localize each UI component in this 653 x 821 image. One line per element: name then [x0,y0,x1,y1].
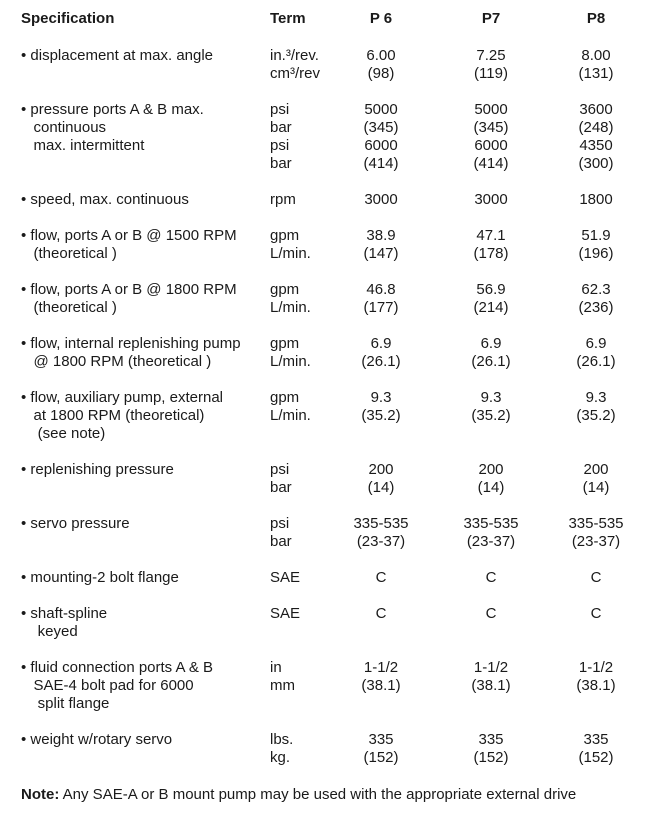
cell-p8: 51.9 [581,227,611,244]
cell-spec: continuous [21,119,107,136]
cell-p6: 46.8 [366,281,396,298]
cell-spec: keyed [21,623,78,640]
cell-term: kg. [270,749,291,766]
cell-term: gpm [270,389,300,406]
cell-p6: 200 [368,461,394,478]
cell-p8: (131) [578,65,614,82]
cell-p8: (26.1) [576,353,616,370]
cell-p8: 3600 [579,101,613,118]
cell-p6: 1-1/2 [363,659,399,676]
cell-p7: 3000 [474,191,508,208]
cell-p8: 9.3 [585,389,607,406]
cell-p8: 1800 [579,191,613,208]
cell-p7: (35.2) [471,407,511,424]
cell-spec: • weight w/rotary servo [21,731,173,748]
cell-p6: 9.3 [370,389,392,406]
cell-p7: (119) [474,65,508,82]
cell-term: SAE [270,569,301,586]
cell-p7: 9.3 [480,389,502,406]
cell-p6: (345) [363,119,399,136]
cell-term: lbs. [270,731,294,748]
cell-p8: (236) [578,299,614,316]
cell-term: L/min. [270,245,311,262]
cell-p8: (300) [578,155,614,172]
footnote-text: Any SAE-A or B mount pump may be used with the appropriate external drive [59,786,577,803]
cell-term: mm [270,677,295,694]
cell-spec: • flow, ports A or B @ 1500 RPM [21,227,237,244]
cell-p6: (35.2) [361,407,401,424]
cell-p7: 1-1/2 [473,659,509,676]
cell-p7: 7.25 [476,47,506,64]
cell-p8: 335-535 [568,515,624,532]
cell-p6: (177) [363,299,399,316]
cell-p7: (345) [473,119,509,136]
cell-p7: 335-535 [463,515,519,532]
cell-spec: • fluid connection ports A & B [21,659,214,676]
cell-p6: 3000 [364,191,398,208]
cell-term: gpm [270,335,300,352]
cell-term: bar [270,533,292,550]
cell-spec: • mounting-2 bolt flange [21,569,179,586]
cell-term: rpm [270,191,296,208]
cell-p7: 6.9 [480,335,502,352]
cell-p7: 335 [478,731,504,748]
cell-term: in [270,659,282,676]
cell-p6: 6.00 [366,47,396,64]
cell-p7: (414) [473,155,509,172]
cell-p7: 200 [478,461,504,478]
cell-p6: (26.1) [361,353,401,370]
cell-p8: (14) [582,479,610,496]
cell-spec: • flow, internal replenishing pump [21,335,241,352]
cell-spec: (theoretical ) [21,245,117,262]
cell-spec: max. intermittent [21,137,145,154]
cell-p8: 4350 [579,137,613,154]
cell-spec: split flange [21,695,110,712]
cell-term: L/min. [270,407,311,424]
cell-p7: 6000 [474,137,508,154]
cell-p8: 335 [583,731,609,748]
cell-spec: • displacement at max. angle [21,47,214,64]
cell-term: psi [270,137,290,154]
cell-p8: (35.2) [576,407,616,424]
cell-p7: C [485,569,497,586]
cell-p6: (23-37) [356,533,406,550]
cell-p7: (23-37) [466,533,516,550]
cell-p6: C [375,605,387,622]
cell-term: psi [270,101,290,118]
cell-p8: (23-37) [571,533,621,550]
header-term: Term [270,10,306,27]
cell-p7: 5000 [474,101,508,118]
cell-p8: (152) [578,749,614,766]
cell-term: L/min. [270,353,311,370]
cell-p6: 6.9 [370,335,392,352]
cell-p6: (38.1) [361,677,401,694]
cell-spec: • flow, auxiliary pump, external [21,389,224,406]
cell-p6: 5000 [364,101,398,118]
cell-p8: C [590,605,602,622]
cell-p7: (26.1) [471,353,511,370]
cell-p6: (152) [363,749,399,766]
cell-spec: • pressure ports A & B max. [21,101,204,118]
cell-p6: 335 [368,731,394,748]
cell-term: gpm [270,227,300,244]
cell-p7: (178) [473,245,509,262]
cell-spec: at 1800 RPM (theoretical) [21,407,205,424]
cell-p8: (196) [578,245,614,262]
cell-term: in.³/rev. [270,47,319,64]
cell-term: psi [270,461,290,478]
cell-spec: • speed, max. continuous [21,191,189,208]
cell-term: bar [270,119,292,136]
cell-term: L/min. [270,299,311,316]
cell-term: bar [270,155,292,172]
cell-term: bar [270,479,292,496]
cell-p7: (214) [473,299,509,316]
cell-term: SAE [270,605,301,622]
cell-p6: 335-535 [353,515,409,532]
cell-p7: 47.1 [476,227,506,244]
cell-p7: C [485,605,497,622]
header-p8: P8 [586,10,606,27]
cell-p8: 62.3 [581,281,611,298]
footnote [21,786,576,804]
cell-p7: 56.9 [476,281,506,298]
cell-p6: (98) [367,65,395,82]
cell-spec: (theoretical ) [21,299,117,316]
cell-p7: (38.1) [471,677,511,694]
cell-p8: 8.00 [581,47,611,64]
cell-spec: SAE-4 bolt pad for 6000 [21,677,194,694]
cell-term: psi [270,515,290,532]
cell-spec: • flow, ports A or B @ 1800 RPM [21,281,237,298]
cell-spec: • replenishing pressure [21,461,174,478]
cell-spec: • servo pressure [21,515,130,532]
cell-p8: (38.1) [576,677,616,694]
footnote-label: Note: [21,786,60,803]
header-p6: P 6 [369,10,393,27]
cell-term: cm³/rev [270,65,320,82]
cell-p8: 1-1/2 [578,659,614,676]
cell-spec: @ 1800 RPM (theoretical ) [21,353,212,370]
cell-p8: 6.9 [585,335,607,352]
cell-p6: (414) [363,155,399,172]
cell-p6: (147) [363,245,399,262]
cell-p7: (14) [477,479,505,496]
header-p7: P7 [481,10,501,27]
cell-p8: C [590,569,602,586]
cell-p6: 6000 [364,137,398,154]
cell-p6: C [375,569,387,586]
cell-term: gpm [270,281,300,298]
cell-p7: (152) [473,749,509,766]
cell-spec: (see note) [21,425,106,442]
cell-p6: (14) [367,479,395,496]
cell-p8: 200 [583,461,609,478]
cell-spec: • shaft-spline [21,605,108,622]
cell-p6: 38.9 [366,227,396,244]
cell-p8: (248) [578,119,614,136]
header-specification: Specification [21,10,115,27]
